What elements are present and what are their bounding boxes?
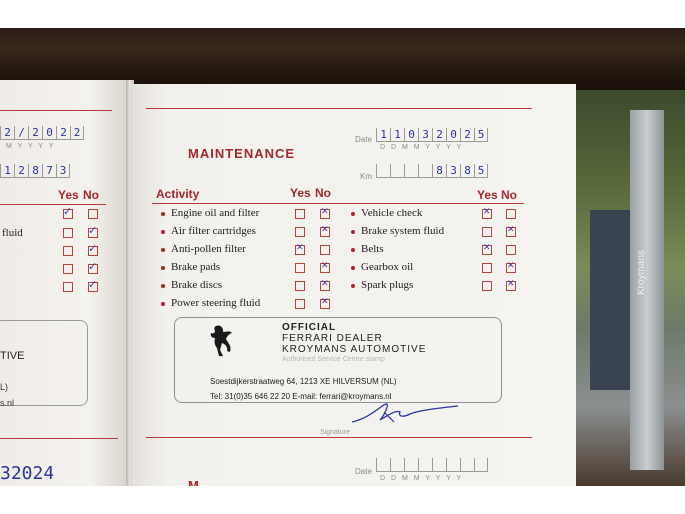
- digit-cell: [418, 458, 432, 472]
- left-yes-checkbox[interactable]: [63, 228, 73, 238]
- left-fluid-label: fluid: [2, 227, 23, 239]
- bottom-rule: [146, 437, 532, 438]
- digit-cell: 5: [474, 128, 488, 142]
- bullet-dot: [351, 248, 355, 252]
- yes-checkbox[interactable]: [295, 263, 305, 273]
- no-header: No: [315, 186, 331, 200]
- digit-cell: [390, 164, 404, 178]
- left-yes-checkbox[interactable]: [63, 282, 73, 292]
- no-checkbox[interactable]: [506, 281, 516, 291]
- digit-cell: [404, 164, 418, 178]
- no-checkbox[interactable]: [320, 209, 330, 219]
- top-rule: [146, 108, 532, 109]
- digit-cell: 3: [446, 164, 460, 178]
- left-no-checkbox[interactable]: [88, 209, 98, 219]
- yes-checkbox[interactable]: [482, 209, 492, 219]
- digit-cell: 2: [14, 164, 28, 178]
- left-date-sublabels: M Y Y Y Y: [6, 143, 56, 150]
- yes-checkbox[interactable]: [482, 281, 492, 291]
- yes-checkbox[interactable]: [295, 281, 305, 291]
- yes-header: Yes: [290, 186, 311, 200]
- no-checkbox[interactable]: [320, 245, 330, 255]
- left-bottom-rule: [0, 438, 118, 439]
- digit-cell: 2: [70, 126, 84, 140]
- stamp-line-company: KROYMANS AUTOMOTIVE: [282, 344, 427, 355]
- digit-cell: 2: [432, 128, 446, 142]
- activity-label: Engine oil and filter: [171, 207, 260, 219]
- activity-label: Brake pads: [171, 261, 221, 273]
- activity-label: Brake system fluid: [361, 225, 445, 237]
- no-checkbox[interactable]: [506, 209, 516, 219]
- digit-cell: 1: [0, 164, 14, 178]
- activity-label: Belts: [361, 243, 384, 255]
- bullet-dot: [351, 212, 355, 216]
- left-stamp-text: TIVE: [0, 350, 25, 362]
- digit-cell: [474, 458, 488, 472]
- bullet-dot: [161, 266, 165, 270]
- digit-cell: [376, 164, 390, 178]
- building-glass: [590, 210, 630, 390]
- next-date-grid: [376, 458, 488, 472]
- activity-label: Power steering fluid: [171, 297, 261, 309]
- activity-label: Anti-pollen filter: [171, 243, 246, 255]
- header-rule: [152, 203, 524, 204]
- prancing-horse-icon: [208, 324, 236, 358]
- yes-checkbox[interactable]: [482, 245, 492, 255]
- digit-cell: 7: [42, 164, 56, 178]
- bullet-dot: [351, 284, 355, 288]
- left-no-checkbox[interactable]: [88, 228, 98, 238]
- no-header: No: [501, 188, 517, 202]
- activity-label: Spark plugs: [361, 279, 414, 291]
- digit-cell: 3: [418, 128, 432, 142]
- digit-cell: 1: [390, 128, 404, 142]
- next-date-label: Date: [355, 467, 372, 476]
- digit-cell: 0: [446, 128, 460, 142]
- no-checkbox[interactable]: [506, 263, 516, 273]
- no-checkbox[interactable]: [320, 263, 330, 273]
- activity-label: Air filter cartridges: [171, 225, 256, 237]
- left-km-grid: [0, 164, 70, 178]
- left-yes-checkbox[interactable]: [63, 264, 73, 274]
- signature-label: Signature: [320, 429, 350, 436]
- maintenance-title: MAINTENANCE: [188, 146, 296, 161]
- left-header-rule: [0, 204, 106, 205]
- left-yes-checkbox[interactable]: [63, 209, 73, 219]
- left-top-rule: [0, 110, 112, 111]
- km-grid: [376, 164, 488, 178]
- left-bottom-date: 32024: [0, 463, 55, 484]
- left-yes-header: Yes: [58, 188, 79, 202]
- bullet-dot: [161, 284, 165, 288]
- yes-checkbox[interactable]: [295, 209, 305, 219]
- digit-cell: 2: [28, 126, 42, 140]
- yes-checkbox[interactable]: [482, 263, 492, 273]
- digit-cell: [460, 458, 474, 472]
- left-date-grid: [0, 126, 84, 140]
- stamp-line-official: OFFICIAL: [282, 322, 337, 333]
- left-stamp-text: L): [0, 382, 9, 392]
- yes-checkbox[interactable]: [295, 227, 305, 237]
- digit-cell: 5: [474, 164, 488, 178]
- digit-cell: 0: [404, 128, 418, 142]
- no-checkbox[interactable]: [506, 245, 516, 255]
- digit-cell: [432, 458, 446, 472]
- activity-label: Brake discs: [171, 279, 223, 291]
- digit-cell: 8: [28, 164, 42, 178]
- stamp-address: Soestdijkerstraatweg 64, 1213 XE HILVERSUM (NL): [210, 377, 397, 386]
- no-checkbox[interactable]: [320, 281, 330, 291]
- activity-label: Gearbox oil: [361, 261, 414, 273]
- signature-scribble: [350, 400, 460, 426]
- bullet-dot: [161, 302, 165, 306]
- activity-label: Vehicle check: [361, 207, 423, 219]
- yes-checkbox[interactable]: [295, 245, 305, 255]
- left-no-header: No: [83, 188, 99, 202]
- stamp-contact: Tel: 31(0)35 646 22 20 E-mail: ferrari@kroymans.nl: [210, 392, 392, 401]
- bullet-dot: [161, 212, 165, 216]
- stamp-line-dealer: FERRARI DEALER: [282, 333, 383, 344]
- left-no-checkbox[interactable]: [88, 246, 98, 256]
- digit-cell: 0: [42, 126, 56, 140]
- digit-cell: [446, 458, 460, 472]
- no-checkbox[interactable]: [320, 227, 330, 237]
- bullet-dot: [161, 248, 165, 252]
- left-no-checkbox[interactable]: [88, 282, 98, 292]
- bullet-dot: [351, 230, 355, 234]
- km-label: Km: [360, 172, 372, 181]
- activity-header: Activity: [156, 187, 200, 201]
- digit-cell: 8: [460, 164, 474, 178]
- left-stamp-text: s.nl: [0, 398, 15, 408]
- no-checkbox[interactable]: [320, 299, 330, 309]
- left-no-checkbox[interactable]: [88, 264, 98, 274]
- next-date-sublabels: D D M M Y Y Y Y: [380, 475, 464, 482]
- digit-cell: 2: [0, 126, 14, 140]
- left-yes-checkbox[interactable]: [63, 246, 73, 256]
- digit-cell: 8: [432, 164, 446, 178]
- stamp-caption: Authorised Service Centre stamp: [282, 356, 385, 363]
- digit-cell: 1: [376, 128, 390, 142]
- digit-cell: [418, 164, 432, 178]
- bullet-dot: [351, 266, 355, 270]
- top-border: [0, 0, 685, 28]
- digit-cell: 2: [56, 126, 70, 140]
- bottom-border: [0, 486, 685, 514]
- yes-header: Yes: [477, 188, 498, 202]
- digit-cell: 2: [460, 128, 474, 142]
- date-label: Date: [355, 135, 372, 144]
- digit-cell: /: [14, 126, 28, 140]
- no-checkbox[interactable]: [506, 227, 516, 237]
- digit-cell: [390, 458, 404, 472]
- bullet-dot: [161, 230, 165, 234]
- yes-checkbox[interactable]: [295, 299, 305, 309]
- left-dealer-stamp: [0, 320, 88, 406]
- digit-cell: 3: [56, 164, 70, 178]
- digit-cell: [376, 458, 390, 472]
- yes-checkbox[interactable]: [482, 227, 492, 237]
- digit-cell: [404, 458, 418, 472]
- date-grid: [376, 128, 488, 142]
- building-sign: Kroymans: [636, 249, 647, 295]
- date-sublabels: D D M M Y Y Y Y: [380, 144, 464, 151]
